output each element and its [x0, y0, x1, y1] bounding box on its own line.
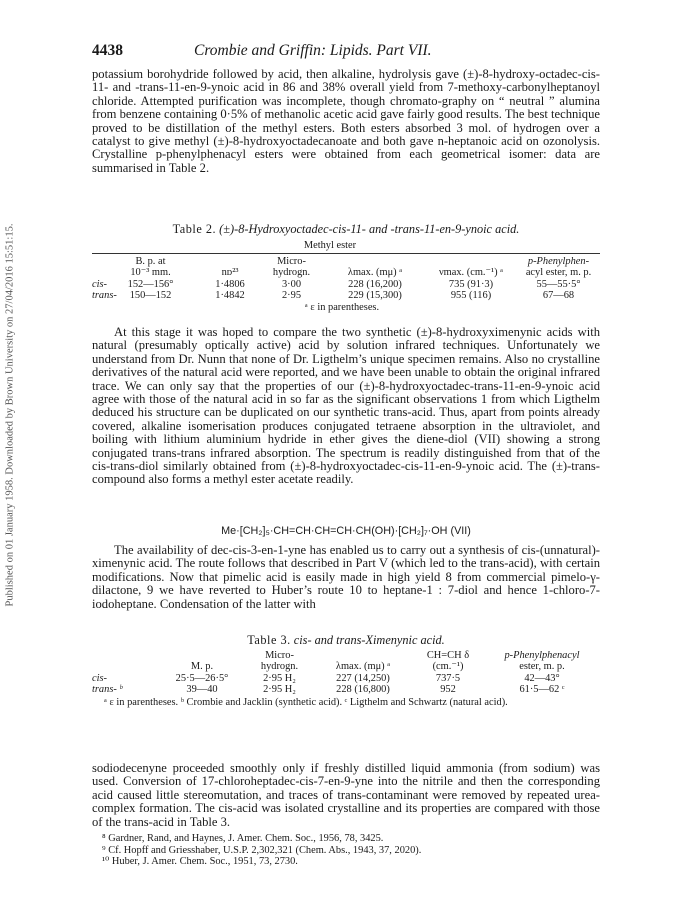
- table2-col-micro: Micro-: [277, 256, 306, 267]
- running-title: Crombie and Griffin: Lipids. Part VII.: [194, 42, 432, 59]
- table3: [92, 650, 600, 750]
- table3-col-mp: M. p.: [190, 661, 214, 672]
- table3-row-label: cis-: [92, 673, 108, 684]
- table2-cell: 150—152: [129, 290, 172, 301]
- paragraph-1: potassium borohydride followed by acid, then alkaline, hydrolysis gave (±)-8-hydroxy-octadec-cis-11- and -trans-11-en-9-ynoic acid in 86 and 38% overall yield from 7-methoxy-carbonylheptanoyl chloride. Attempted purification was incomplete, though chromato-graphy on “ neutral ” alumina from benzene containing 0·5% of methanolic acetic acid gave fairly good results. The best technique proved to be distillation of the methyl esters. Both esters absorbed 3 mol. of hydrogen over a catalyst to give methyl (±)-8-hydroxyoctadecanoate and both gave n-heptanoic acid on ozonolysis. Crystalline p-phenylphenacyl esters were obtained from each geometrical isomer: data are summarised in Table 2.: [92, 67, 600, 175]
- footnote-10: ¹⁰ Huber, J. Amer. Chem. Soc., 1951, 73, 2730.: [102, 856, 298, 868]
- table3-cell: 737·5: [435, 673, 461, 684]
- table2-footnote: ᵃ ε in parentheses.: [304, 302, 380, 313]
- table2: [92, 240, 600, 335]
- formula-vii: Me·[CH₂]₅·CH=CH·CH=CH·CH(OH)·[CH₂]₇·OH (VII): [221, 525, 471, 537]
- table2-cell: 55—55·5°: [536, 279, 581, 290]
- footnote-9: ⁹ Cf. Hopff and Griesshaber, U.S.P. 2,302,321 (Chem. Abs., 1943, 37, 2020).: [102, 844, 422, 856]
- paragraph-2: At this stage it was hoped to compare the two synthetic (±)-8-hydroxyximenynic acids with natural (presumably optically active) acid by solution infrared techniques. Unfortunately we understand from Dr. Nunn that none of Dr. Ligthelm’s unique specimen remains. Also no crystalline derivatives of the natural acid were reported, and we have been unable to obtain the original infrared trace. We can only say that the properties of our (±)-8-hydroxyoctadec-trans-11-en-9-ynoic acid agree with those of the natural acid in so far as the significant observations 1 from which Ligthelm deduced his structure can be duplicated on our synthetic trans-acid. Thus, apart from points already covered, alkaline isomerisation produces conjugated tetraene absorption in the ultraviolet, and boiling with lithium aluminium hydride in ether gives the diene-diol (VII) showing a strong conjugated trans-trans infrared absorption. The spectrum is readily distinguished from that of the cis-trans-diol similarly obtained from (±)-8-hydroxyoctadec-cis-11-en-9-ynoic acid. The (±)-trans-compound also forms a methyl ester acetate readily.: [92, 325, 600, 487]
- table3-cell: 2·95 H₂: [263, 684, 296, 695]
- table3-row-label: trans- ᵇ: [92, 684, 123, 695]
- table3-label: Table 3.: [247, 633, 291, 647]
- table2-col-bp: B. p. at: [135, 256, 166, 267]
- table3-col-hydrogn: hydrogn.: [260, 661, 299, 672]
- table2-rule: [92, 253, 600, 254]
- table2-cell: 1·4842: [215, 290, 245, 301]
- table2-col-nu: νmax. (cm.⁻¹) ᵃ: [438, 267, 504, 278]
- table2-col-ester-2: acyl ester, m. p.: [525, 267, 592, 278]
- table2-cell: 1·4806: [215, 279, 245, 290]
- table2-row-label: trans-: [92, 290, 117, 301]
- table2-group-header: Methyl ester: [303, 240, 357, 251]
- table3-cell: 25·5—26·5°: [175, 673, 229, 684]
- table2-col-bp-unit: 10⁻³ mm.: [130, 267, 171, 278]
- table3-title: cis- and trans-Ximenynic acid.: [293, 633, 445, 647]
- page-header: [92, 42, 600, 60]
- footnotes: [92, 833, 600, 868]
- page-number: 4438: [92, 42, 123, 59]
- table3-col-ch: CH=CH δ: [426, 650, 470, 661]
- table3-cell: 2·95 H₂: [263, 673, 296, 684]
- table2-cell: 2·95: [281, 290, 302, 301]
- table2-cell: 67—68: [542, 290, 575, 301]
- paragraph-3: The availability of dec-cis-3-en-1-yne has enabled us to carry out a synthesis of cis-(unnatural)-ximenynic acid. The route follows that described in Part V (which led to the trans-acid), with certain modifications. Now that pimelic acid is easily made in high yield 8 from commercial pimelo-γ-dilactone, 9 we have reverted to Huber’s route 10 to heptane-1 : 7-diol and hence 1-chloro-7-iodoheptane. Condensation of the latter with: [92, 543, 600, 611]
- table2-col-nd: nᴅ²³: [221, 267, 239, 278]
- table3-cell: 61·5—62 ᶜ: [519, 684, 565, 695]
- table2-title: (±)-8-Hydroxyoctadec-cis-11- and -trans-11-en-9-ynoic acid.: [219, 222, 520, 236]
- download-notice: Published on 01 January 1958. Downloaded by Brown University on 27/04/2016 15:51:15.: [4, 223, 16, 607]
- table3-cell: 228 (16,800): [336, 684, 390, 695]
- table3-col-ester: p-Phenylphenacyl: [504, 650, 580, 661]
- table3-cell: 42—43°: [524, 673, 560, 684]
- table2-col-lambda: λmax. (mμ) ᵃ: [347, 267, 403, 278]
- paragraph-4: sodiodecenyne proceeded smoothly only if freshly distilled liquid ammonia (from sodium) was used. Conversion of 17-chloroheptadec-cis-7-en-9-yne into the nitrile and then the corresponding acid caused little stereomutation, and traces of trans-contaminant were removed by repeated urea-complex formation. The cis-acid was isolated crystalline and its properties are compared with those of the trans-acid in Table 3.: [92, 761, 600, 829]
- table2-cell: 955 (116): [450, 290, 492, 301]
- table3-cell: 952: [440, 684, 456, 695]
- table2-caption: [92, 222, 600, 237]
- table2-row-label: cis-: [92, 279, 108, 290]
- table2-cell: 152—156°: [127, 279, 174, 290]
- table2-label: Table 2.: [172, 222, 217, 236]
- table2-cell: 229 (15,300): [348, 290, 402, 301]
- table3-cell: 227 (14,250): [336, 673, 390, 684]
- download-watermark: [2, 115, 18, 715]
- table2-cell: 228 (16,200): [348, 279, 402, 290]
- table3-footnote: ᵃ ε in parentheses. ᵇ Crombie and Jacklin (synthetic acid). ᶜ Ligthelm and Schwartz (natural acid).: [104, 697, 508, 708]
- table2-cell: 735 (91·3): [448, 279, 494, 290]
- table3-caption: [92, 633, 600, 648]
- table3-col-ester-2: ester, m. p.: [519, 661, 565, 672]
- table2-col-ester: p-Phenylphen-: [527, 256, 590, 267]
- table3-col-ch-unit: (cm.⁻¹): [432, 661, 464, 672]
- table3-col-lambda: λmax. (mμ) ᵃ: [335, 661, 391, 672]
- table2-cell: 3·00: [281, 279, 302, 290]
- footnote-8: ⁸ Gardner, Rand, and Haynes, J. Amer. Chem. Soc., 1956, 78, 3425.: [102, 833, 384, 844]
- table2-col-hydrogn: hydrogn.: [272, 267, 311, 278]
- table3-col-micro: Micro-: [265, 650, 294, 661]
- table3-cell: 39—40: [186, 684, 218, 695]
